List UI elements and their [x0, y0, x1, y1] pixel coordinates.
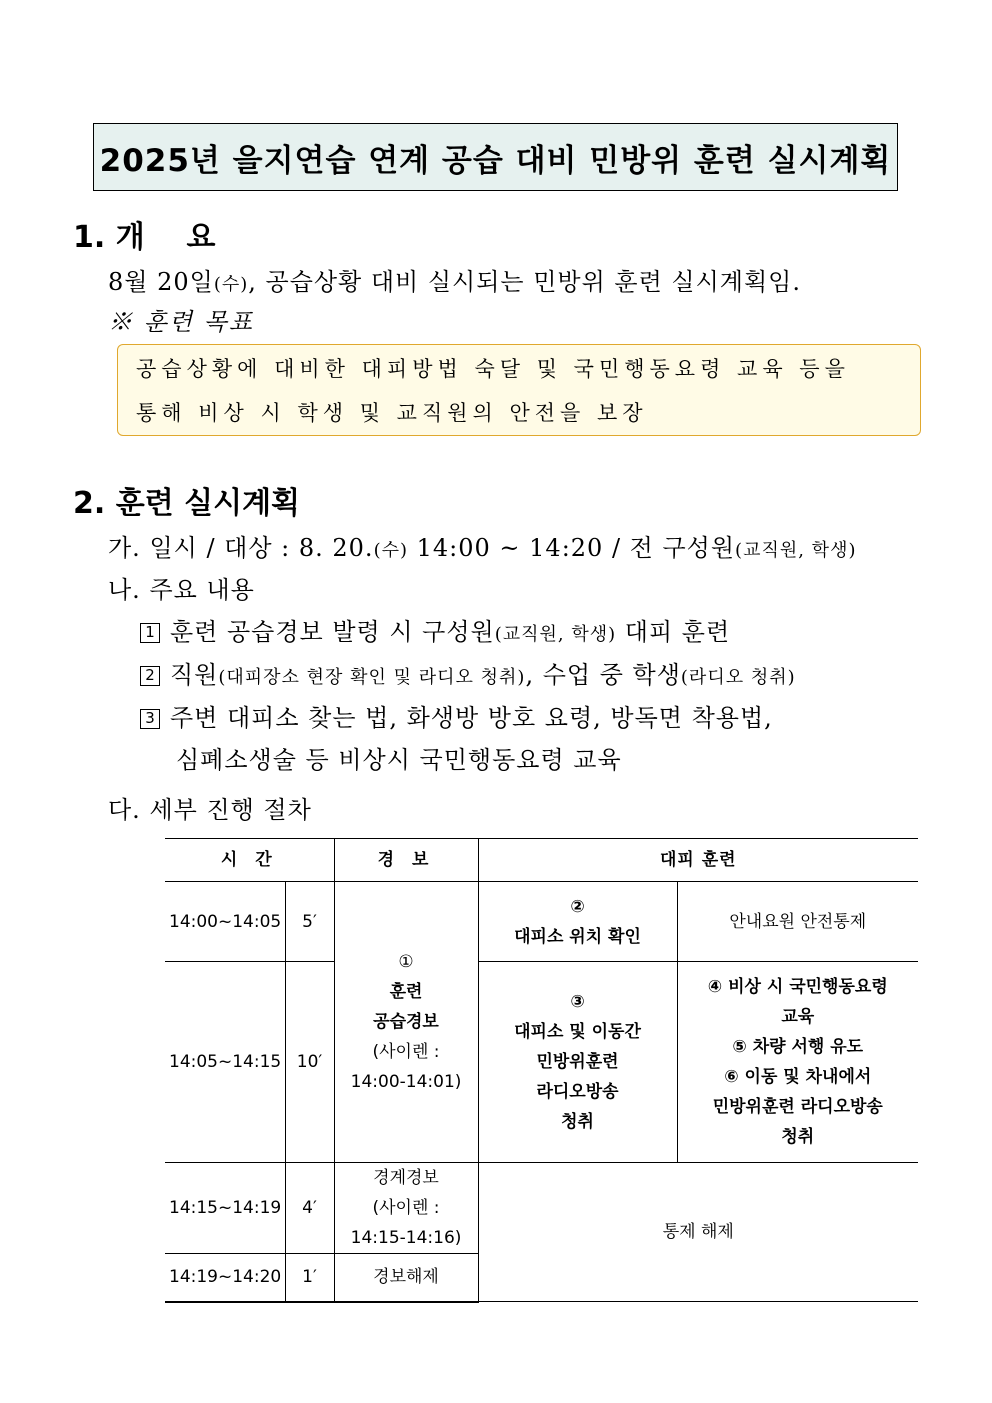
content-item-3-cont: 심폐소생술 등 비상시 국민행동요령 교육	[176, 746, 622, 774]
guide-cell: 안내요원 안전통제	[677, 882, 918, 962]
goal-line-1: 공습상황에 대비한 대피방법 숙달 및 국민행동요령 교육 등을	[136, 357, 850, 381]
duration-cell: 4′	[285, 1163, 334, 1254]
content-item-1: 1 훈련 공습경보 발령 시 구성원(교직원, 학생) 대피 훈련	[140, 612, 730, 647]
time-cell: 14:15~14:19	[165, 1163, 285, 1254]
table-row	[165, 882, 918, 962]
table-row	[165, 962, 918, 1163]
duration-cell: 1′	[285, 1254, 334, 1302]
alarm-cell-clear: 경보해제	[334, 1254, 478, 1302]
duration-cell: 5′	[285, 882, 334, 962]
content-item-3: 3 주변 대피소 찾는 법, 화생방 방호 요령, 방독면 착용법,	[140, 698, 773, 733]
procedure-table	[165, 838, 918, 1303]
table-header-row	[165, 839, 918, 882]
time-cell: 14:05~14:15	[165, 962, 285, 1163]
table-row	[165, 1163, 918, 1254]
duration-cell: 10′	[285, 962, 334, 1163]
release-cell: 통제 해제	[478, 1163, 918, 1302]
section1-heading: 1. 개 요	[73, 220, 216, 255]
item-number-box: 3	[140, 709, 160, 729]
procedure-label: 다. 세부 진행 절차	[108, 796, 312, 824]
schedule-line: 가. 일시 / 대상 : 8. 20.(수) 14:00 ~ 14:20 / 전 구성원(교직원, 학생)	[108, 534, 857, 562]
header-evacuation: 대피 훈련	[478, 839, 918, 882]
goal-label: ※ 훈련 목표	[108, 308, 254, 336]
summary-line: 8월 20일(수), 공습상황 대비 실시되는 민방위 훈련 실시계획임.	[108, 268, 801, 296]
item-number-box: 1	[140, 623, 160, 643]
step456-cell: ④ 비상 시 국민행동요령 교육 ⑤ 차량 서행 유도 ⑥ 이동 및 차내에서 민방위훈련 라디오방송 청취	[677, 962, 918, 1163]
section2-heading: 2. 훈련 실시계획	[73, 486, 301, 521]
goal-box	[117, 344, 921, 436]
document-title-box	[93, 123, 898, 191]
step3-cell: ③ 대피소 및 이동간 민방위훈련 라디오방송 청취	[478, 962, 677, 1163]
goal-line-2: 통해 비상 시 학생 및 교직원의 안전을 보장	[136, 401, 648, 425]
time-cell: 14:00~14:05	[165, 882, 285, 962]
header-time: 시 간	[165, 839, 334, 882]
alarm-cell-training: ① 훈련 공습경보 (사이렌 : 14:00-14:01)	[334, 882, 478, 1163]
alarm-cell-alert: 경계경보 (사이렌 : 14:15-14:16)	[334, 1163, 478, 1254]
main-content-label: 나. 주요 내용	[108, 576, 255, 604]
content-item-2: 2 직원(대피장소 현장 확인 및 라디오 청취), 수업 중 학생(라디오 청취)	[140, 655, 796, 690]
step2-cell: ② 대피소 위치 확인	[478, 882, 677, 962]
document-title: 2025년 을지연습 연계 공습 대비 민방위 훈련 실시계획	[99, 142, 892, 179]
time-cell: 14:19~14:20	[165, 1254, 285, 1302]
header-alarm: 경 보	[334, 839, 478, 882]
item-number-box: 2	[140, 666, 160, 686]
